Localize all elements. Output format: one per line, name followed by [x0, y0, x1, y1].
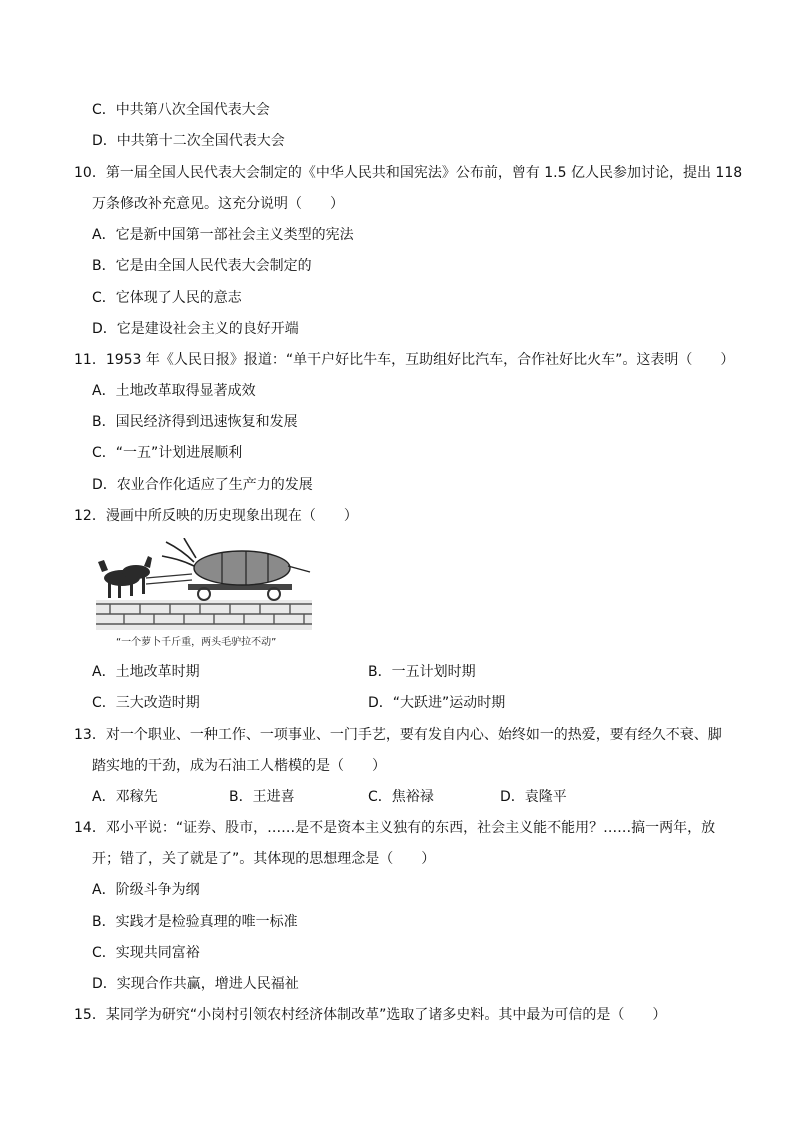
q15-stem-line1: 15．某同学为研究“小岗村引领农村经济体制改革”选取了诸多史料。其中最为可信的是（ ）: [74, 1007, 667, 1023]
q11-option-c: C．“一五”计划进展顺利: [92, 445, 243, 461]
q10-stem-line1: 10．第一届全国人民代表大会制定的《中华人民共和国宪法》公布前，曾有 1.5 亿人民参加讨论，提出 118: [74, 165, 743, 181]
q13-option-a: A．邓稼先: [92, 789, 158, 805]
giant-radish: [162, 538, 310, 585]
q14-option-c: C．实现共同富裕: [92, 945, 200, 961]
q12-option-b: B．一五计划时期: [368, 664, 476, 680]
q10-stem-line2: 万条修改补充意见。这充分说明（ ）: [92, 196, 344, 212]
q14-option-a: A．阶级斗争为纲: [92, 882, 200, 898]
q10-option-c: C．它体现了人民的意志: [92, 290, 242, 306]
q13-stem-line2: 踏实地的干劲，成为石油工人楷模的是（ ）: [92, 758, 386, 774]
cart: [188, 584, 292, 600]
q11-option-a: A．土地改革取得显著成效: [92, 383, 256, 399]
q10-option-b: B．它是由全国人民代表大会制定的: [92, 258, 312, 274]
q10-option-d: D．它是建设社会主义的良好开端: [92, 321, 299, 337]
q14-option-b: B．实践才是检验真理的唯一标准: [92, 914, 298, 930]
q13-option-b: B．王进喜: [229, 789, 295, 805]
cartoon-caption: “一个萝卜千斤重，两头毛驴拉不动”: [116, 637, 277, 648]
q10-option-a: A．它是新中国第一部社会主义类型的宪法: [92, 227, 354, 243]
q9-option-c: C．中共第八次全国代表大会: [92, 102, 270, 118]
q12-stem-line1: 12．漫画中所反映的历史现象出现在（ ）: [74, 508, 358, 524]
ropes: [146, 574, 192, 584]
q12-option-d: D．“大跃进”运动时期: [368, 695, 506, 711]
q12-option-a: A．土地改革时期: [92, 664, 200, 680]
donkeys: [98, 556, 152, 598]
q13-option-d: D．袁隆平: [500, 789, 567, 805]
q14-stem-line2: 开；错了，关了就是了”。其体现的思想理念是（ ）: [92, 851, 436, 867]
q9-option-d: D．中共第十二次全国代表大会: [92, 133, 285, 149]
q13-stem-line1: 13．对一个职业、一种工作、一项事业、一门手艺，要有发自内心、始终如一的热爱，要有经久不衰、脚: [74, 727, 722, 743]
q11-option-b: B．国民经济得到迅速恢复和发展: [92, 414, 298, 430]
q13-option-c: C．焦裕禄: [368, 789, 434, 805]
q11-stem-line1: 11．1953 年《人民日报》报道：“单干户好比牛车，互助组好比汽车，合作社好比火车”。这表明（ ）: [74, 352, 735, 368]
q11-option-d: D．农业合作化适应了生产力的发展: [92, 477, 313, 493]
q12-option-c: C．三大改造时期: [92, 695, 200, 711]
q14-option-d: D．实现合作共赢，增进人民福祉: [92, 976, 299, 992]
q14-stem-line1: 14．邓小平说：“证券、股市，……是不是资本主义独有的东西，社会主义能不能用？……搞一两年，放: [74, 820, 716, 836]
